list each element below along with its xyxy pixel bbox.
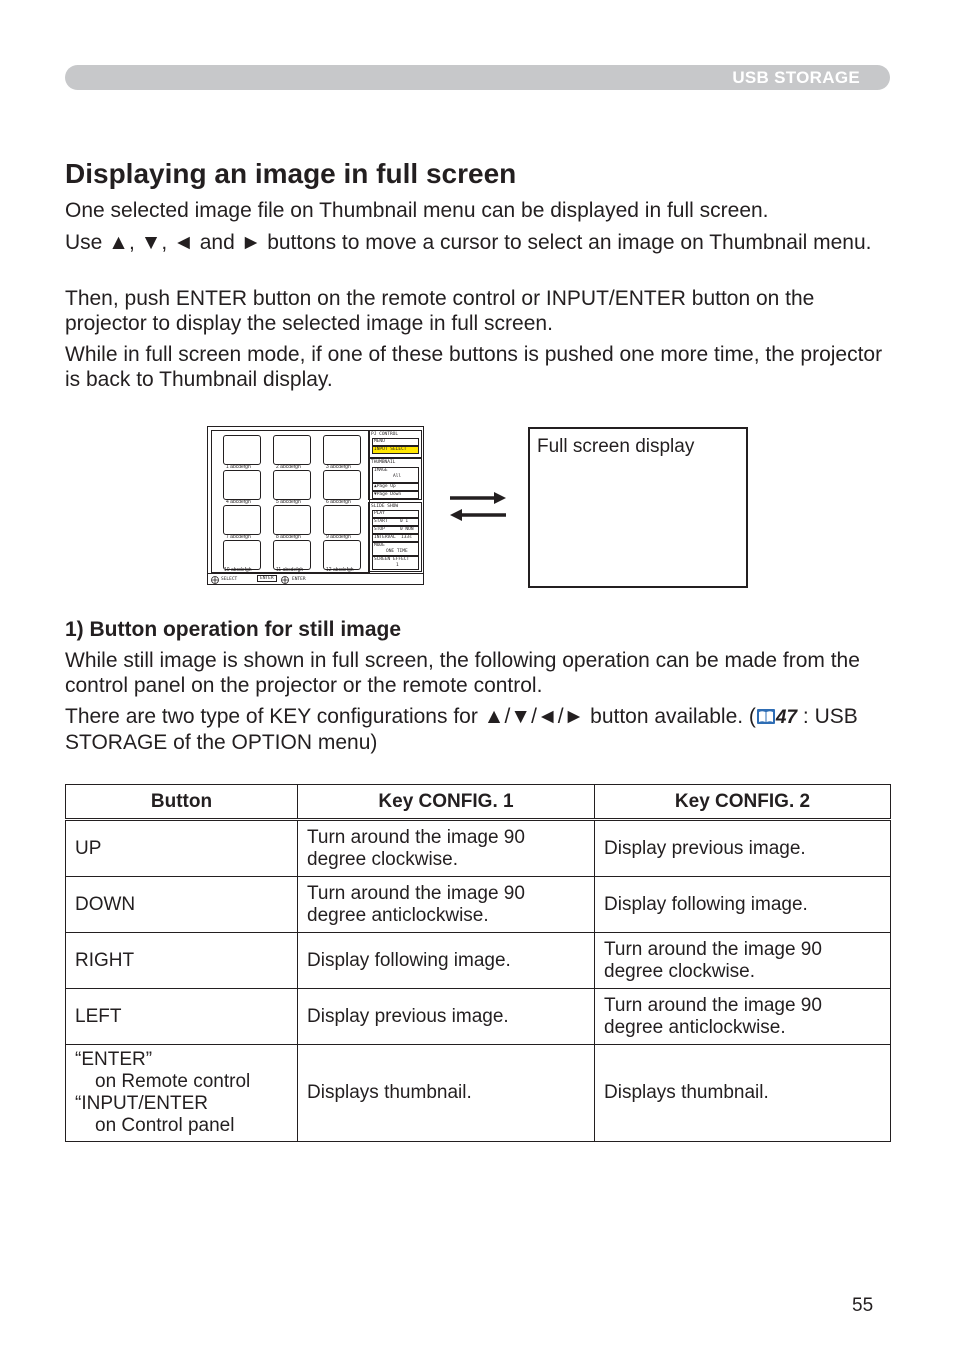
intro-paragraph-1: One selected image file on Thumbnail menu can be displayed in full screen. xyxy=(65,199,769,222)
thumbnail-label: 2 abcdefgh xyxy=(276,464,301,470)
thumbnail-label: 4 abcdefgh xyxy=(226,499,251,505)
subsection-title: 1) Button operation for still image xyxy=(65,618,402,641)
thumbnail-label: 8 abcdefgh xyxy=(276,534,301,540)
table-header-row xyxy=(66,785,891,820)
page-up-label: ▲Page Up xyxy=(374,484,396,489)
table-row xyxy=(66,1045,891,1142)
table-row xyxy=(66,989,891,1045)
slide-show-label: SLIDE SHOW xyxy=(371,504,399,509)
section-label: USB STORAGE xyxy=(732,68,860,87)
start-row xyxy=(372,518,419,526)
mode-value: ONE TIME xyxy=(386,549,408,554)
config-2-cell: Turn around the image 90 degree clockwise. xyxy=(595,933,891,989)
header-button: Button xyxy=(66,785,298,820)
header-key-config-1: Key CONFIG. 1 xyxy=(298,785,595,820)
pj-control-panel xyxy=(368,430,422,458)
thumbnail-section-label: THUMBNAIL xyxy=(371,460,396,465)
thumbnail-label: 12 abcdefgh xyxy=(326,567,354,573)
thumbnail-label: 3 abcdefgh xyxy=(326,464,351,470)
menu-row xyxy=(372,438,419,446)
screen-effect-label: SCREEN EFFECT xyxy=(374,557,410,562)
full-screen-display-figure xyxy=(528,427,748,588)
thumbnail-cell xyxy=(323,540,361,570)
image-row xyxy=(372,467,419,483)
config-2-cell: Displays thumbnail. xyxy=(595,1045,891,1142)
config-1-cell: Turn around the image 90 degree anticlockwise. xyxy=(298,877,595,933)
pj-control-label: PJ CONTROL xyxy=(371,432,399,437)
screen-effect-value: 1 xyxy=(396,563,399,568)
thumbnail-label: 6 abcdefgh xyxy=(326,499,351,505)
select-label: SELECT xyxy=(221,577,238,582)
page-title: Displaying an image in full screen xyxy=(65,158,517,189)
subsection-paragraph-1: While still image is shown in full screen, the following operation can be made from the control panel on the projector or the remote control. xyxy=(65,649,860,697)
thumbnail-label: 1 abcdefgh xyxy=(226,464,251,470)
enter-key-label: ENTER xyxy=(257,575,277,582)
thumbnail-label: 11 abcdefgh xyxy=(276,567,304,573)
play-row xyxy=(372,510,419,518)
thumbnail-cell xyxy=(323,470,361,500)
button-cell: DOWN xyxy=(66,877,298,933)
subsection-paragraph-2 xyxy=(65,704,895,755)
page-reference: 47 xyxy=(775,707,798,728)
thumbnail-grid xyxy=(211,430,370,573)
image-value: All xyxy=(393,474,402,479)
input-enter-label: “INPUT/ENTER xyxy=(75,1093,208,1114)
start-value: 0 1 xyxy=(400,519,409,524)
screen-effect-row xyxy=(372,556,419,570)
section-header-bar xyxy=(65,65,890,90)
enter-cross-icon xyxy=(281,576,289,584)
play-label: PLAY xyxy=(374,511,385,516)
thumbnail-cell xyxy=(223,470,261,500)
key-config-text: There are two type of KEY configurations for ▲/▼/◄/► button available. ( xyxy=(65,705,756,728)
menu-label: MENU xyxy=(374,439,385,444)
config-1-cell: Displays thumbnail. xyxy=(298,1045,595,1142)
table-row xyxy=(66,877,891,933)
thumbnail-panel xyxy=(368,458,422,500)
book-reference-icon xyxy=(756,708,776,725)
enter-label: ENTER xyxy=(292,577,306,582)
full-screen-label: Full screen display xyxy=(537,436,695,457)
button-cell: LEFT xyxy=(66,989,298,1045)
thumbnail-label: 5 abcdefgh xyxy=(276,499,301,505)
thumbnail-cell xyxy=(223,435,261,465)
thumbnail-bottom-bar xyxy=(208,573,423,585)
thumbnail-cell xyxy=(273,540,311,570)
thumbnail-cell xyxy=(323,435,361,465)
mode-row xyxy=(372,542,419,556)
thumbnail-cell xyxy=(273,505,311,535)
header-key-config-2: Key CONFIG. 2 xyxy=(595,785,891,820)
interval-label: INTERVAL xyxy=(374,535,396,540)
enter-label: “ENTER” xyxy=(75,1049,153,1070)
thumbnail-label: 7 abcdefgh xyxy=(226,534,251,540)
mode-label: MODE xyxy=(374,543,385,548)
config-1-cell: Turn around the image 90 degree clockwise. xyxy=(298,820,595,877)
config-1-cell: Display following image. xyxy=(298,933,595,989)
thumbnail-label: 10 abcdefgh xyxy=(224,567,252,573)
thumbnail-cell xyxy=(323,505,361,535)
stop-label: STOP xyxy=(374,527,385,532)
interval-row xyxy=(372,534,419,542)
table-row xyxy=(66,933,891,989)
stop-row xyxy=(372,526,419,534)
page-down-row xyxy=(372,491,419,499)
thumbnail-menu-figure xyxy=(207,426,424,585)
page-down-label: ▼Page Down xyxy=(374,492,402,497)
intro-paragraph-3: Then, push ENTER button on the remote control or INPUT/ENTER button on the projector to display the selected image in full screen. xyxy=(65,287,815,335)
config-2-cell: Display following image. xyxy=(595,877,891,933)
stop-value: 0 NON xyxy=(400,527,414,532)
config-1-cell: Display previous image. xyxy=(298,989,595,1045)
thumbnail-label: 9 abcdefgh xyxy=(326,534,351,540)
start-label: START xyxy=(374,519,388,524)
control-panel-label: on Control panel xyxy=(95,1115,235,1136)
interval-value: 133s xyxy=(401,535,412,540)
slide-show-panel xyxy=(368,502,422,572)
intro-paragraph-2: Use ▲, ▼, ◄ and ► buttons to move a cursor to select an image on Thumbnail menu. xyxy=(65,231,872,254)
button-cell: UP xyxy=(66,820,298,877)
input-select-row xyxy=(372,446,419,454)
thumbnail-cell xyxy=(223,505,261,535)
button-cell: RIGHT xyxy=(66,933,298,989)
intro-paragraph-4: While in full screen mode, if one of these buttons is pushed one more time, the projector is back to Thumbnail display. xyxy=(65,343,883,391)
key-config-reference-text: : USB STORAGE of the OPTION menu) xyxy=(65,705,858,754)
remote-control-label: on Remote control xyxy=(95,1071,251,1092)
image-label: IMAGE xyxy=(374,468,388,473)
select-cross-icon xyxy=(211,576,219,584)
page-up-row xyxy=(372,483,419,491)
thumbnail-cell xyxy=(273,435,311,465)
config-2-cell: Display previous image. xyxy=(595,820,891,877)
config-2-cell: Turn around the image 90 degree anticlockwise. xyxy=(595,989,891,1045)
thumbnail-cell xyxy=(273,470,311,500)
switch-arrows-icon xyxy=(448,490,508,522)
button-operation-table xyxy=(65,784,891,1142)
page-number: 55 xyxy=(852,1295,874,1316)
input-select-label: INPUT SELECT xyxy=(374,447,407,452)
table-row xyxy=(66,820,891,877)
thumbnail-cell xyxy=(223,540,261,570)
button-cell-enter xyxy=(66,1045,298,1142)
